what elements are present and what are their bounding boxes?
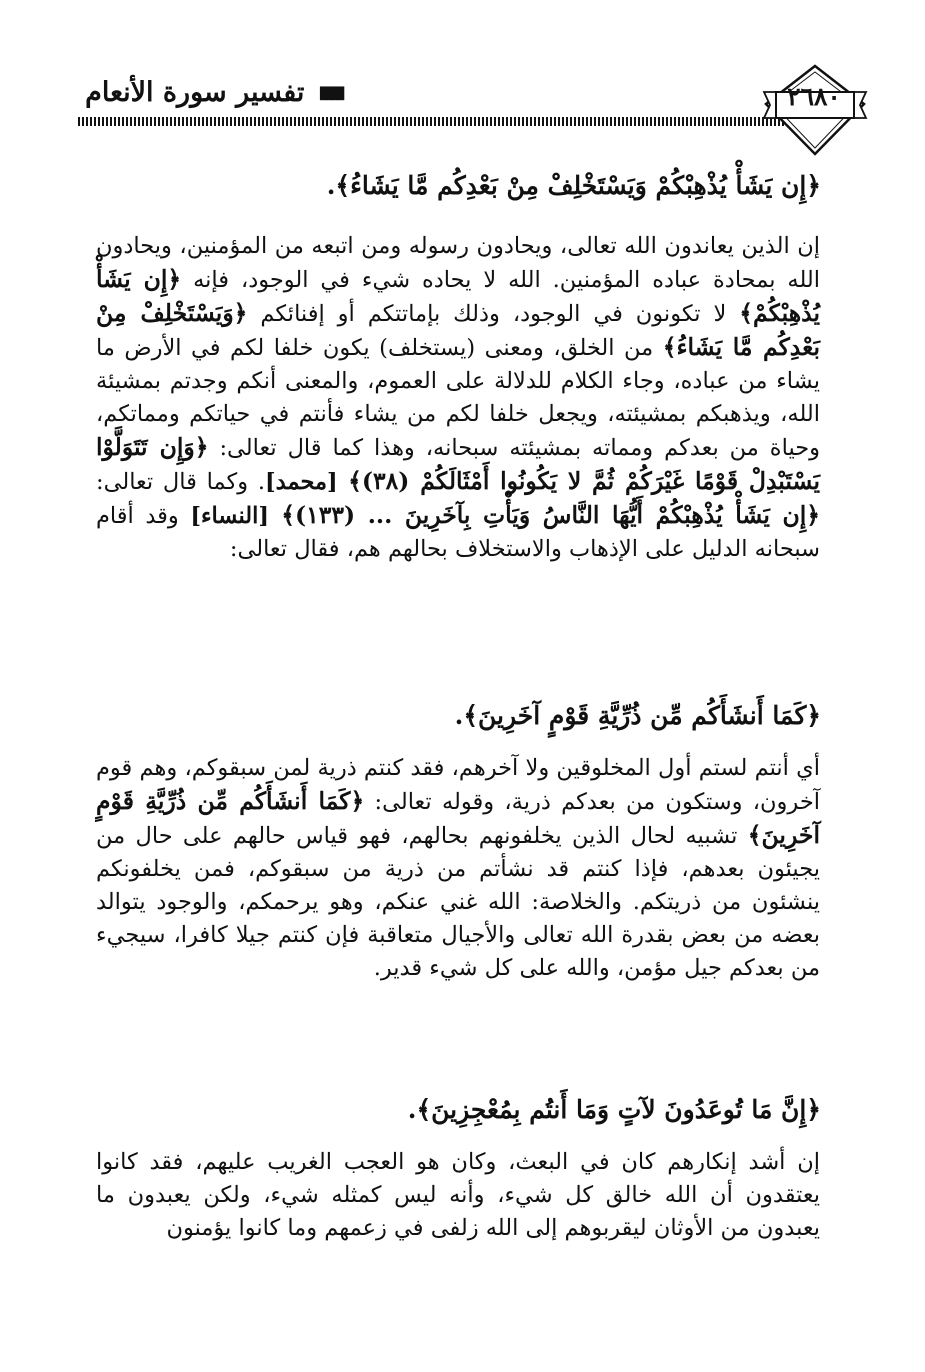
inline-verse: ﴿إِن يَشَأْ يُذْهِبْكُمْ﴾ bbox=[96, 265, 820, 327]
surah-reference: [النساء] bbox=[190, 503, 282, 529]
surah-reference: [محمد] bbox=[265, 469, 349, 495]
header-ornament-icon: ▮▮▮▮ bbox=[318, 81, 342, 103]
running-header bbox=[82, 76, 342, 108]
paragraph-2: أي أنتم لستم أول المخلوقين ولا آخرهم، فقد كنتم ذرية لمن سبقوكم، وهم قوم آخرون، وستكون من بعدكم ذرية، وقوله تعالى: ﴿كَمَا أَنشَأَكُم مِّن ذُرِّيَّةِ قَوْمٍ آخَرِينَ﴾ تشبيه لحال الذين يخلفونهم بحالهم، فهو قياس حالهم على حال من يجيئون بعدهم، فإذا كنتم قد نشأتم من ذرية من سبقوكم، فمن يخلفونكم ينشئون من ذريتكم. والخلاصة: الله غني عنكم، وهو يرحمكم، والوجود يتوالد بعضه من بعض بقدرة الله تعالى والأجيال متعاقبة فإن كنتم جيلا كافرا، سيجيء من بعدكم جيل مؤمن، والله على كل شيء قدير. bbox=[96, 755, 820, 981]
paragraph-1: إن الذين يعاندون الله تعالى، ويحادون رسوله ومن اتبعه من المؤمنين، ويحادون الله بمحادة عباده المؤمنين. الله لا يحاده شيء في الوجود، فإنه ﴿إِن يَشَأْ يُذْهِبْكُمْ﴾ لا تكونون في الوجود، وذلك بإماتتكم أو إفنائكم ﴿وَيَسْتَخْلِفْ مِنْ بَعْدِكُم مَّا يَشَاءُ﴾ من الخلق، ومعنى (يستخلف) يكون خلفا لكم في الأرض ما يشاء من عباده، وجاء الكلام للدلالة على العموم، والمعنى أنكم وجدتم بمشيئة الله، ويذهبكم بمشيئته، ويجعل خلفا لكم من يشاء فأنتم في حياتكم ومماتكم، وحياة من بعدكم ومماته بمشيئته سبحانه، وهذا كما قال تعالى: ﴿وَإِن تَتَوَلَّوْا يَسْتَبْدِلْ قَوْمًا غَيْرَكُمْ ثُمَّ لا يَكُونُوا أَمْثَالَكُمْ (٣٨)﴾ [محمد]. وكما قال تعالى: ﴿إِن يَشَأْ يُذْهِبْكُمْ أَيُّهَا النَّاسُ وَيَأْتِ بِآخَرِينَ ... (١٣٣)﴾ [النساء] وقد أقام سبحانه الدليل على الإذهاب والاستخلاف بحالهم هم، فقال تعالى: bbox=[96, 233, 821, 562]
verse-heading-1: ﴿إِن يَشَأْ يُذْهِبْكُمْ وَيَسْتَخْلِفْ مِنْ بَعْدِكُم مَّا يَشَاءُ﴾. bbox=[326, 171, 821, 200]
inline-verse: ﴿وَيَسْتَخْلِفْ مِنْ بَعْدِكُم مَّا يَشَاءُ﴾ bbox=[96, 299, 820, 361]
inline-verse: ﴿إِن يَشَأْ يُذْهِبْكُمْ أَيُّهَا النَّاسُ وَيَأْتِ بِآخَرِينَ ... (١٣٣)﴾ bbox=[281, 501, 820, 529]
verse-heading-3: ﴿إِنَّ مَا تُوعَدُونَ لآتٍ وَمَا أَنتُم بِمُعْجِزِينَ﴾. bbox=[407, 1095, 821, 1124]
surah-title: تفسير سورة الأنعام bbox=[85, 76, 305, 108]
page-number: ٢٦٨٠ bbox=[787, 82, 841, 111]
verse-heading-2: ﴿كَمَا أَنشَأَكُم مِّن ذُرِّيَّةِ قَوْمٍ آخَرِينَ﴾. bbox=[454, 701, 821, 730]
inline-verse: ﴿وَإِن تَتَوَلَّوْا يَسْتَبْدِلْ قَوْمًا غَيْرَكُمْ ثُمَّ لا يَكُونُوا أَمْثَالَكُمْ (٣٨)﴾ bbox=[96, 433, 820, 495]
inline-verse: ﴿كَمَا أَنشَأَكُم مِّن ذُرِّيَّةِ قَوْمٍ آخَرِينَ﴾ bbox=[96, 787, 820, 849]
paragraph-3: إن أشد إنكارهم كان في البعث، وكان هو العجب الغريب عليهم، فقد كانوا يعتقدون أن الله خالق كل شيء، وأنه ليس كمثله شيء، ولكن يعبدون ما يعبدون من الأوثان ليقربوهم إلى الله زلفى في زعمهم وما كانوا يؤمنون bbox=[96, 1149, 820, 1241]
header-rule bbox=[78, 117, 810, 126]
